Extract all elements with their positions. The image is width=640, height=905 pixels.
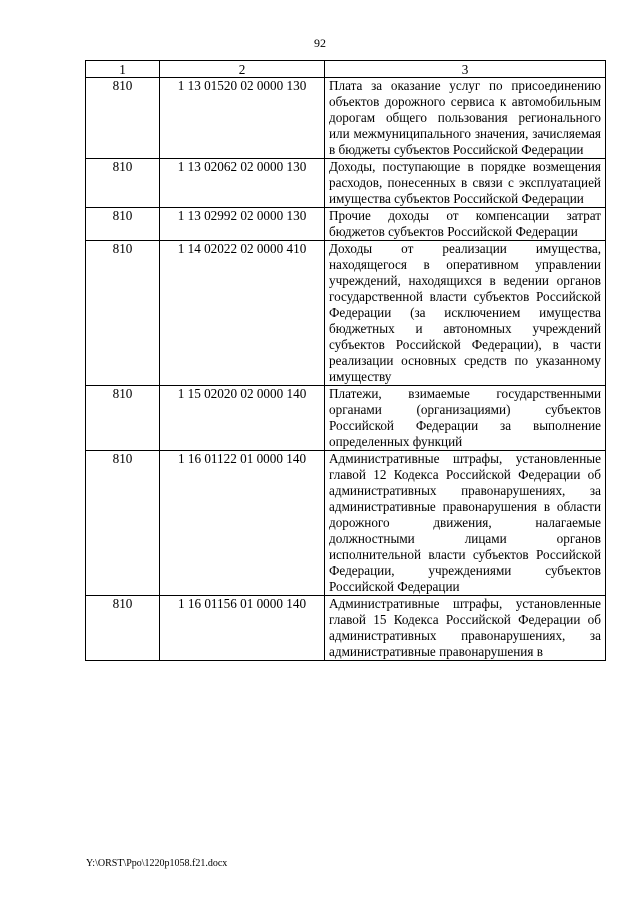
description-cell: Административные штрафы, установленные главой 15 Кодекса Российской Федерации об административных правонарушениях, за административные правонарушения в <box>325 596 606 661</box>
table-row <box>86 386 606 451</box>
column-header-2: 2 <box>160 61 325 78</box>
kbk-code-cell: 1 13 02062 02 0000 130 <box>160 159 325 208</box>
description-cell: Доходы от реализации имущества, находящегося в оперативном управлении учреждений, находящихся в ведении органов государственной власти субъектов Российской Федерации (за исключением имущества бюджетных и автономных учреждений субъектов Российской Федерации), в части реализации основных средств по указанному имуществу <box>325 241 606 386</box>
admin-code-cell: 810 <box>86 159 160 208</box>
table-header-row <box>86 61 606 78</box>
description-cell: Административные штрафы, установленные главой 12 Кодекса Российской Федерации об административных правонарушениях, за административные правонарушения в области дорожного движения, налагаемые должностными лицами органов исполнительной власти субъектов Российской Федерации, учреждениями субъектов Российской Федерации <box>325 451 606 596</box>
table-row <box>86 596 606 661</box>
kbk-code-cell: 1 13 02992 02 0000 130 <box>160 208 325 241</box>
column-header-3: 3 <box>325 61 606 78</box>
description-cell: Плата за оказание услуг по присоединению объектов дорожного сервиса к автомобильным дорогам общего пользования регионального или межмуниципального значения, зачисляемая в бюджеты субъектов Российской Федерации <box>325 78 606 159</box>
table-row <box>86 159 606 208</box>
table-row <box>86 208 606 241</box>
table-row <box>86 78 606 159</box>
description-cell: Доходы, поступающие в порядке возмещения расходов, понесенных в связи с эксплуатацией имущества субъектов Российской Федерации <box>325 159 606 208</box>
admin-code-cell: 810 <box>86 451 160 596</box>
admin-code-cell: 810 <box>86 78 160 159</box>
kbk-code-cell: 1 14 02022 02 0000 410 <box>160 241 325 386</box>
admin-code-cell: 810 <box>86 596 160 661</box>
description-cell: Платежи, взимаемые государственными органами (организациями) субъектов Российской Федерации за выполнение определенных функций <box>325 386 606 451</box>
admin-code-cell: 810 <box>86 241 160 386</box>
page-number: 92 <box>314 36 326 50</box>
kbk-code-cell: 1 16 01156 01 0000 140 <box>160 596 325 661</box>
table-row <box>86 241 606 386</box>
description-cell: Прочие доходы от компенсации затрат бюджетов субъектов Российской Федерации <box>325 208 606 241</box>
document-file-path: Y:\ORST\Ppo\1220p1058.f21.docx <box>86 858 228 869</box>
budget-table <box>85 60 606 661</box>
kbk-code-cell: 1 16 01122 01 0000 140 <box>160 451 325 596</box>
table-row <box>86 451 606 596</box>
column-header-1: 1 <box>86 61 160 78</box>
kbk-code-cell: 1 13 01520 02 0000 130 <box>160 78 325 159</box>
admin-code-cell: 810 <box>86 386 160 451</box>
kbk-code-cell: 1 15 02020 02 0000 140 <box>160 386 325 451</box>
admin-code-cell: 810 <box>86 208 160 241</box>
